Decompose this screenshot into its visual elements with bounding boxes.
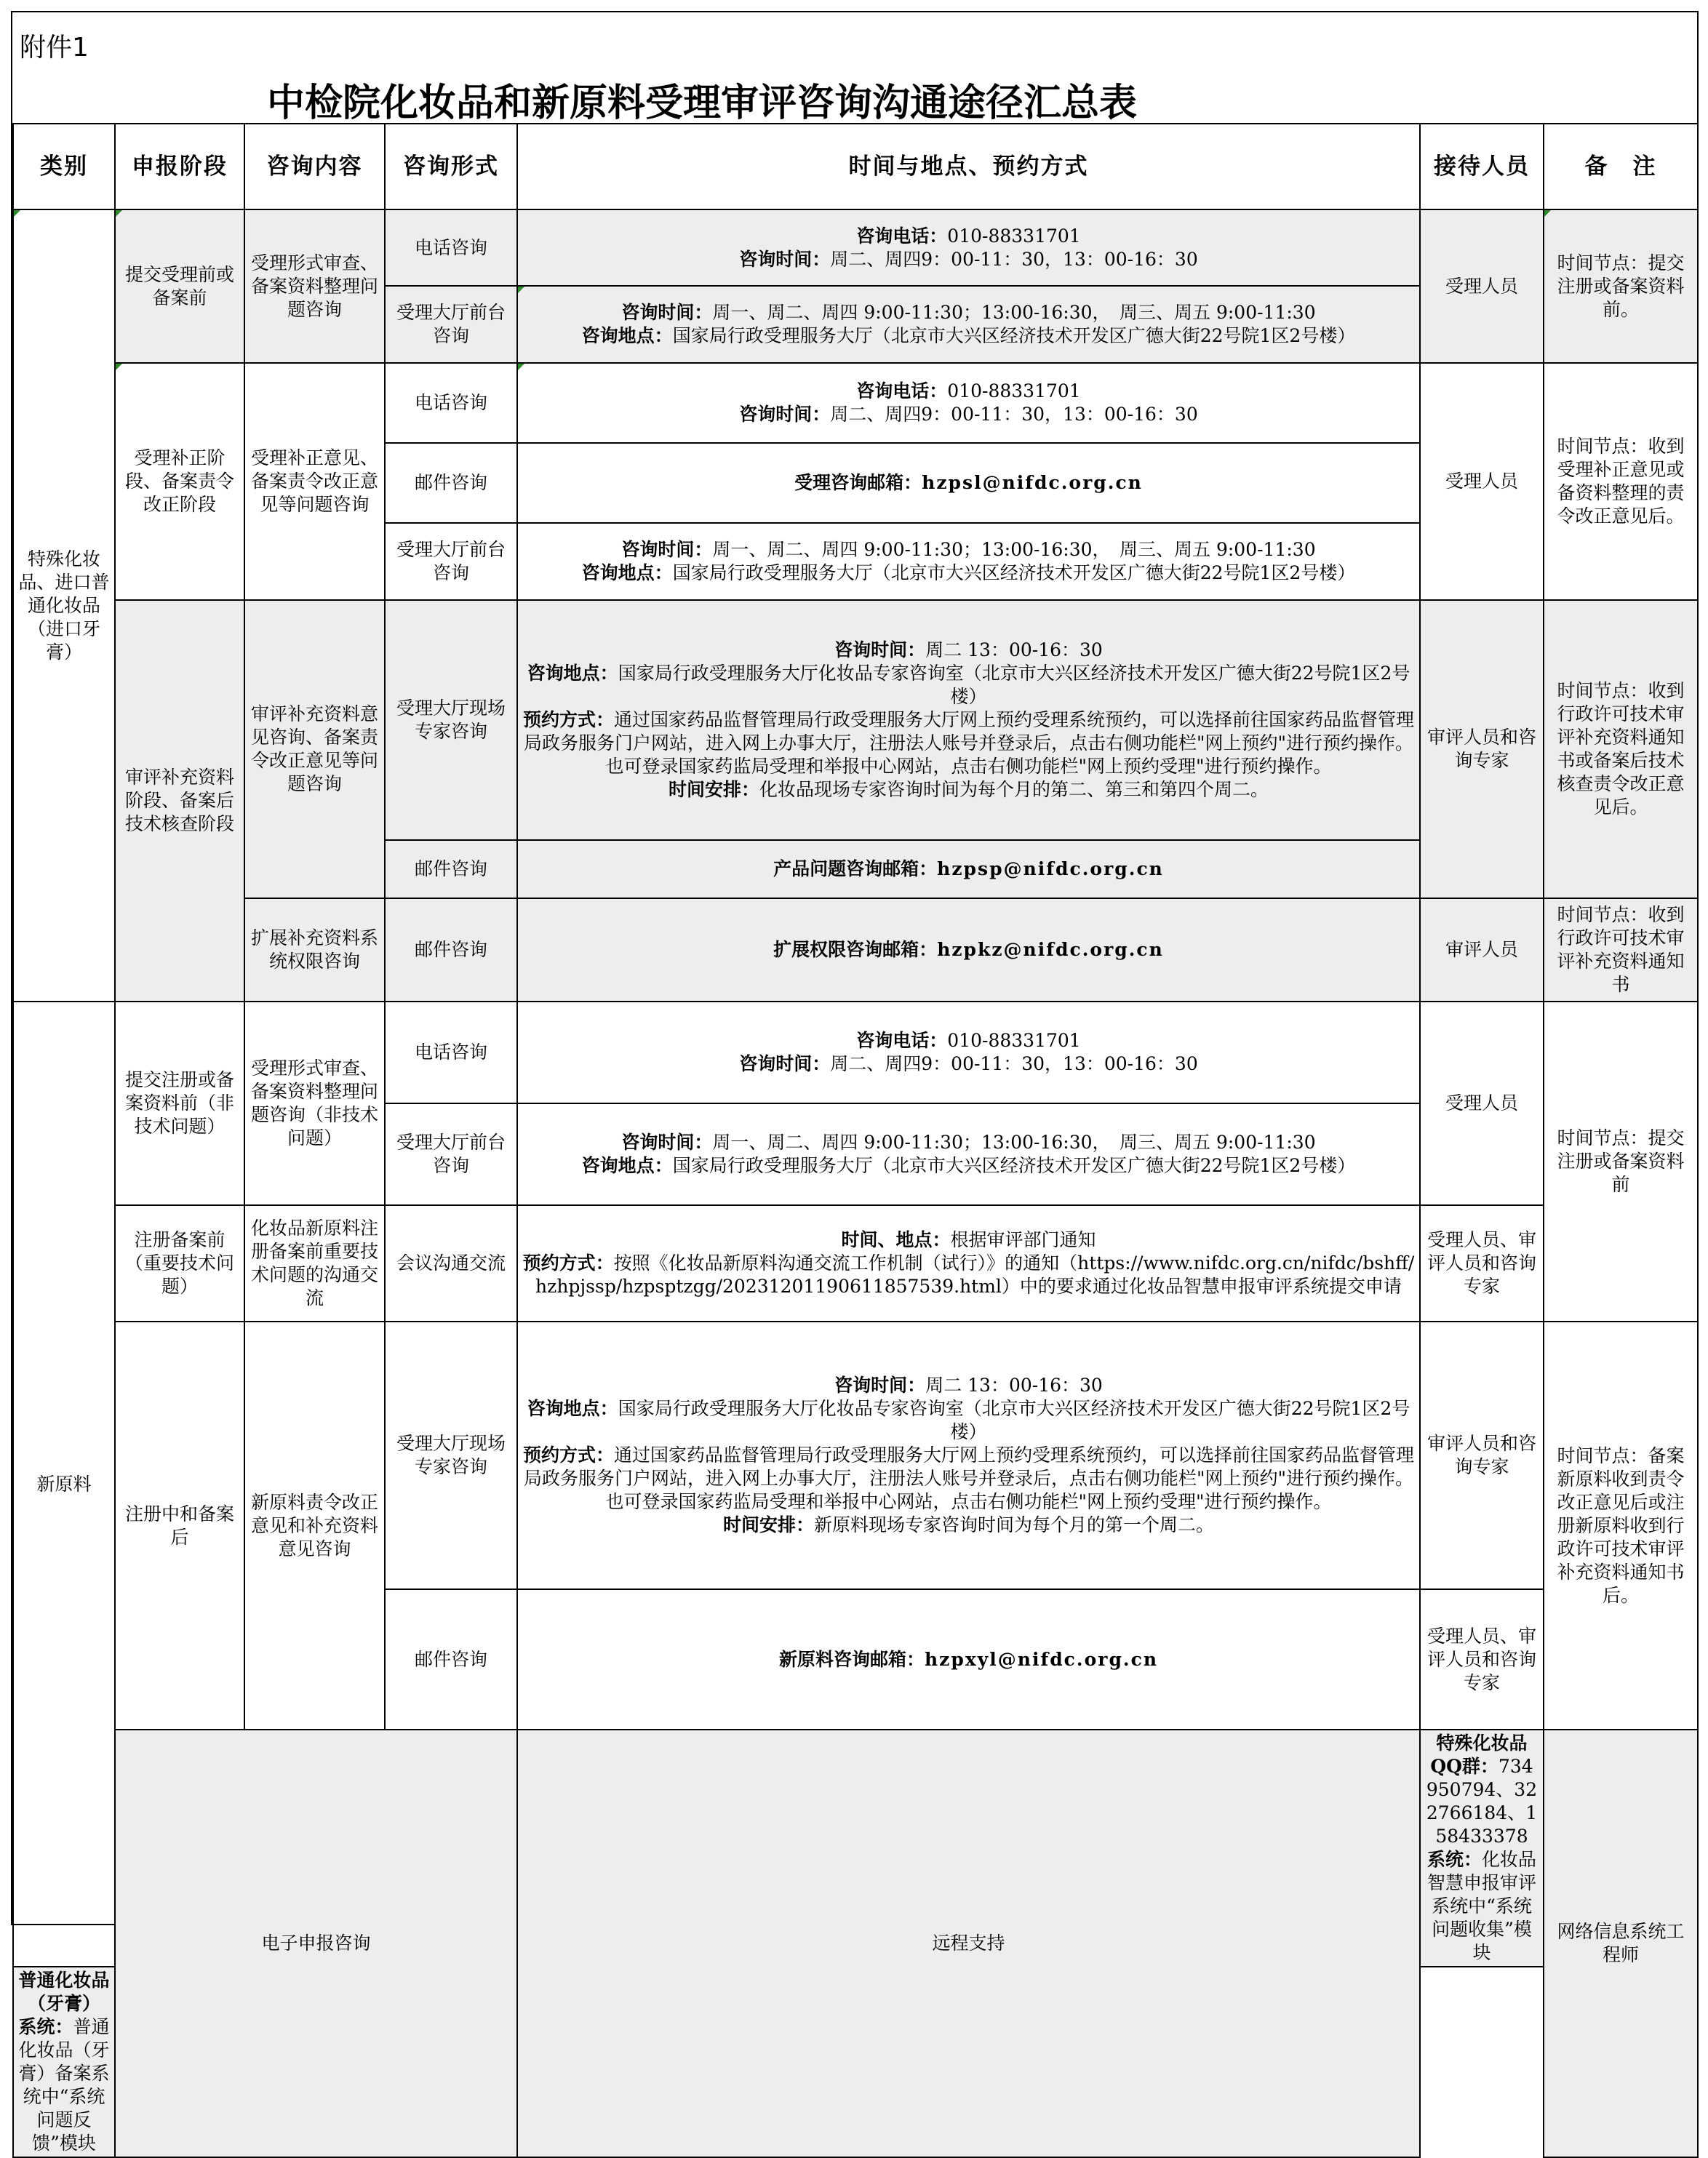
content-cell: 受理补正意见、备案责令改正意见等问题咨询 — [244, 363, 385, 600]
stage-cell: 审评补充资料阶段、备案后技术核查阶段 — [115, 600, 244, 1002]
time-value: 周二 13：00-16：30 — [925, 639, 1103, 660]
annex-label: 附件1 — [20, 33, 89, 63]
detail-label: 咨询地点： — [527, 1398, 618, 1419]
detail-cell — [517, 600, 1420, 840]
stage-cell: 注册备案前（重要技术问题） — [115, 1205, 244, 1322]
detail-label: 预约方式： — [522, 709, 614, 730]
form-cell: 电话咨询 — [385, 209, 517, 286]
detail-label: 时间安排： — [668, 779, 759, 800]
qq-groups: 734950794、322766184、158433378 — [1426, 1756, 1538, 1847]
staff-cell: 审评人员和咨询专家 — [1420, 1322, 1544, 1589]
detail-cell — [517, 1589, 1420, 1730]
remark-cell: 时间节点：收到受理补正意见或备资料整理的责令改正意见后。 — [1544, 363, 1698, 600]
detail-label: 咨询时间： — [621, 1132, 713, 1153]
detail-label: 时间安排： — [722, 1514, 814, 1535]
header-row — [13, 124, 1698, 209]
form-cell: 邮件咨询 — [385, 443, 517, 523]
email-address: hzpsp@nifdc.org.cn — [937, 858, 1164, 879]
table-row — [13, 209, 1698, 286]
form-cell: 邮件咨询 — [385, 840, 517, 898]
detail-label: 咨询时间： — [621, 302, 713, 323]
phone-number: 010-88331701 — [947, 225, 1081, 247]
header-stage: 申报阶段 — [115, 124, 244, 209]
schedule-value: 化妆品现场专家咨询时间为每个月的第二、第三和第四个周二。 — [759, 779, 1269, 800]
detail-label: 咨询时间： — [739, 248, 831, 270]
content-cell: 受理形式审查、备案资料整理问题咨询（非技术问题） — [244, 1002, 385, 1205]
table-row — [13, 898, 1698, 1002]
detail-label: 受理咨询邮箱： — [794, 472, 922, 493]
detail-label: 咨询时间： — [739, 1053, 831, 1074]
detail-label: 咨询地点： — [581, 325, 673, 346]
detail-cell — [517, 443, 1420, 523]
content-cell: 受理形式审查、备案资料整理问题咨询 — [244, 209, 385, 363]
detail-cell — [517, 898, 1420, 1002]
time-value: 周一、周二、周四 9:00-11:30；13:00-16:30， 周三、周五 9:00-11:30 — [712, 1132, 1316, 1153]
detail-cell — [517, 209, 1420, 286]
detail-label: 咨询时间： — [834, 1375, 926, 1396]
header-content: 咨询内容 — [244, 124, 385, 209]
time-value: 周二、周四9：00-11：30，13：00-16：30 — [830, 248, 1198, 270]
form-cell: 会议沟通交流 — [385, 1205, 517, 1322]
appointment-value: 按照《化妆品新原料沟通交流工作机制（试行）》的通知（https://www.nifdc.org.cn/nifdc/bshff/hzhpjssp/hzpsptzgg/20231201190611857539.html）中的要求通过化妆品智慧申报审评系统提交申请 — [535, 1252, 1415, 1297]
time-value: 周一、周二、周四 9:00-11:30；13:00-16:30， 周三、周五 9:00-11:30 — [712, 539, 1316, 560]
table-row — [13, 1322, 1698, 1589]
detail-label: 预约方式： — [522, 1444, 614, 1466]
phone-number: 010-88331701 — [947, 380, 1081, 401]
form-cell: 受理大厅前台咨询 — [385, 1103, 517, 1205]
time-value: 周二 13：00-16：30 — [925, 1375, 1103, 1396]
content-cell: 扩展补充资料系统权限咨询 — [244, 898, 385, 1002]
stage-cell: 受理补正阶段、备案责令改正阶段 — [115, 363, 244, 600]
place-value: 国家局行政受理服务大厅（北京市大兴区经济技术开发区广德大街22号院1区2号楼） — [672, 562, 1356, 583]
detail-label: 咨询地点： — [581, 1155, 673, 1176]
staff-cell: 受理人员 — [1420, 209, 1544, 363]
stage-cell: 提交受理前或备案前 — [115, 209, 244, 363]
detail-label: 咨询电话： — [856, 1030, 948, 1051]
header-remark: 备 注 — [1544, 124, 1698, 209]
remark-cell: 时间节点：提交注册或备案资料前。 — [1544, 209, 1698, 363]
detail-label: 新原料咨询邮箱： — [778, 1648, 925, 1670]
detail-label: 咨询电话： — [856, 380, 948, 401]
table-row — [13, 1730, 1698, 1967]
staff-cell: 受理人员 — [1420, 363, 1544, 600]
form-cell: 受理大厅现场专家咨询 — [385, 1322, 517, 1589]
header-detail: 时间与地点、预约方式 — [517, 124, 1420, 209]
time-value: 周一、周二、周四 9:00-11:30；13:00-16:30， 周三、周五 9:00-11:30 — [712, 302, 1316, 323]
detail-cell — [517, 1205, 1420, 1322]
detail-label: 扩展权限咨询邮箱： — [773, 939, 938, 960]
detail-cell — [517, 1322, 1420, 1589]
detail-cell — [517, 363, 1420, 443]
category-cell: 特殊化妆品、进口普通化妆品（进口牙膏） — [13, 209, 115, 1002]
table-row — [13, 600, 1698, 840]
table-row — [13, 1205, 1698, 1322]
staff-cell: 受理人员、审评人员和咨询专家 — [1420, 1589, 1544, 1730]
email-address: hzpsl@nifdc.org.cn — [922, 472, 1143, 493]
email-address: hzpxyl@nifdc.org.cn — [924, 1648, 1159, 1670]
table-row — [13, 1002, 1698, 1103]
document-title: 中检院化妆品和新原料受理审评咨询沟通途径汇总表 — [267, 81, 1138, 125]
staff-cell: 审评人员 — [1420, 898, 1544, 1002]
detail-cell — [517, 840, 1420, 898]
place-value: 国家局行政受理服务大厅（北京市大兴区经济技术开发区广德大街22号院1区2号楼） — [672, 325, 1356, 346]
header-form: 咨询形式 — [385, 124, 517, 209]
system-value: 化妆品智慧申报审评系统中“系统问题收集”模块 — [1426, 1849, 1537, 1963]
form-cell: 受理大厅前台咨询 — [385, 286, 517, 363]
time-value: 周二、周四9：00-11：30，13：00-16：30 — [830, 404, 1198, 425]
detail-label: QQ群： — [1430, 1756, 1499, 1777]
place-value: 国家局行政受理服务大厅（北京市大兴区经济技术开发区广德大街22号院1区2号楼） — [672, 1155, 1356, 1176]
schedule-value: 新原料现场专家咨询时间为每个月的第一个周二。 — [814, 1514, 1215, 1535]
staff-cell: 网络信息系统工程师 — [1544, 1730, 1698, 2157]
detail-label: 咨询地点： — [581, 562, 673, 583]
detail-cell — [517, 523, 1420, 600]
form-cell: 电话咨询 — [385, 1002, 517, 1103]
detail-label: 咨询时间： — [739, 404, 831, 425]
stage-cell: 提交注册或备案资料前（非技术问题） — [115, 1002, 244, 1205]
detail-label: 咨询地点： — [527, 663, 618, 684]
detail-cell — [517, 286, 1420, 363]
detail-label: 产品问题咨询邮箱： — [773, 858, 938, 879]
system-value: 普通化妆品（牙膏）备案系统中“系统问题反馈”模块 — [18, 2016, 110, 2154]
document-sheet — [11, 11, 1699, 2154]
form-cell: 邮件咨询 — [385, 898, 517, 1002]
place-value: 国家局行政受理服务大厅化妆品专家咨询室（北京市大兴区经济技术开发区广德大街22号院1区2号楼） — [618, 663, 1410, 707]
meeting-value: 根据审评部门通知 — [950, 1229, 1096, 1250]
form-cell: 受理大厅现场专家咨询 — [385, 600, 517, 840]
content-cell: 化妆品新原料注册备案前重要技术问题的沟通交流 — [244, 1205, 385, 1322]
header-staff: 接待人员 — [1420, 124, 1544, 209]
detail-heading: 特殊化妆品 — [1436, 1733, 1528, 1754]
remark-cell: 时间节点：提交注册或备案资料前 — [1544, 1002, 1698, 1322]
remark-cell: 时间节点：备案新原料收到责令改正意见后或注册新原料收到行政许可技术审评补充资料通知书后。 — [1544, 1322, 1698, 1730]
detail-label: 系统： — [1426, 1849, 1482, 1870]
form-cell: 邮件咨询 — [385, 1589, 517, 1730]
category-cell: 新原料 — [13, 1002, 115, 1967]
appointment-value: 通过国家药品监督管理局行政受理服务大厅网上预约受理系统预约，可以选择前往国家药品监督管理局政务服务门户网站，进入网上办事大厅，注册法人账号并登录后，点击右侧功能栏"网上预约"进行预约操作。也可登录国家药监局受理和举报中心网站，点击右侧功能栏"网上预约受理"进行预约操作。 — [523, 1444, 1415, 1512]
phone-number: 010-88331701 — [947, 1030, 1081, 1051]
detail-heading: 普通化妆品（牙膏） — [18, 1970, 110, 2014]
detail-cell — [517, 1002, 1420, 1103]
form-cell: 电话咨询 — [385, 363, 517, 443]
header-category: 类别 — [13, 124, 115, 209]
content-cell: 新原料责令改正意见和补充资料意见咨询 — [244, 1322, 385, 1730]
form-cell: 受理大厅前台咨询 — [385, 523, 517, 600]
email-address: hzpkz@nifdc.org.cn — [937, 939, 1164, 960]
detail-label: 咨询电话： — [856, 225, 948, 247]
staff-cell: 审评人员和咨询专家 — [1420, 600, 1544, 898]
staff-cell: 受理人员 — [1420, 1002, 1544, 1205]
table-row — [13, 363, 1698, 443]
stage-cell: 注册中和备案后 — [115, 1322, 244, 1730]
content-cell: 审评补充资料意见咨询、备案责令改正意见等问题咨询 — [244, 600, 385, 898]
staff-cell: 受理人员、审评人员和咨询专家 — [1420, 1205, 1544, 1322]
detail-label: 预约方式： — [522, 1252, 614, 1274]
detail-label: 咨询时间： — [621, 539, 713, 560]
detail-cell — [517, 1103, 1420, 1205]
remark-cell: 时间节点：收到行政许可技术审评补充资料通知书或备案后技术核查责令改正意见后。 — [1544, 600, 1698, 898]
place-value: 国家局行政受理服务大厅化妆品专家咨询室（北京市大兴区经济技术开发区广德大街22号院1区2号楼） — [618, 1398, 1410, 1442]
detail-label: 系统： — [18, 2016, 73, 2037]
category-cell: 电子申报咨询 — [115, 1730, 517, 2157]
detail-label: 时间、地点： — [841, 1229, 951, 1250]
time-value: 周二、周四9：00-11：30，13：00-16：30 — [830, 1053, 1198, 1074]
appointment-value: 通过国家药品监督管理局行政受理服务大厅网上预约受理系统预约，可以选择前往国家药品监督管理局政务服务门户网站，进入网上办事大厅，注册法人账号并登录后，点击右侧功能栏"网上预约"进行预约操作。也可登录国家药监局受理和举报中心网站，点击右侧功能栏"网上预约受理"进行预约操作。 — [523, 709, 1415, 777]
detail-cell — [13, 1967, 115, 2157]
form-cell: 远程支持 — [517, 1730, 1420, 2157]
detail-cell — [1420, 1730, 1544, 1967]
consultation-table — [12, 123, 1699, 2158]
detail-label: 咨询时间： — [834, 639, 926, 660]
remark-cell: 时间节点：收到行政许可技术审评补充资料通知书 — [1544, 898, 1698, 1002]
